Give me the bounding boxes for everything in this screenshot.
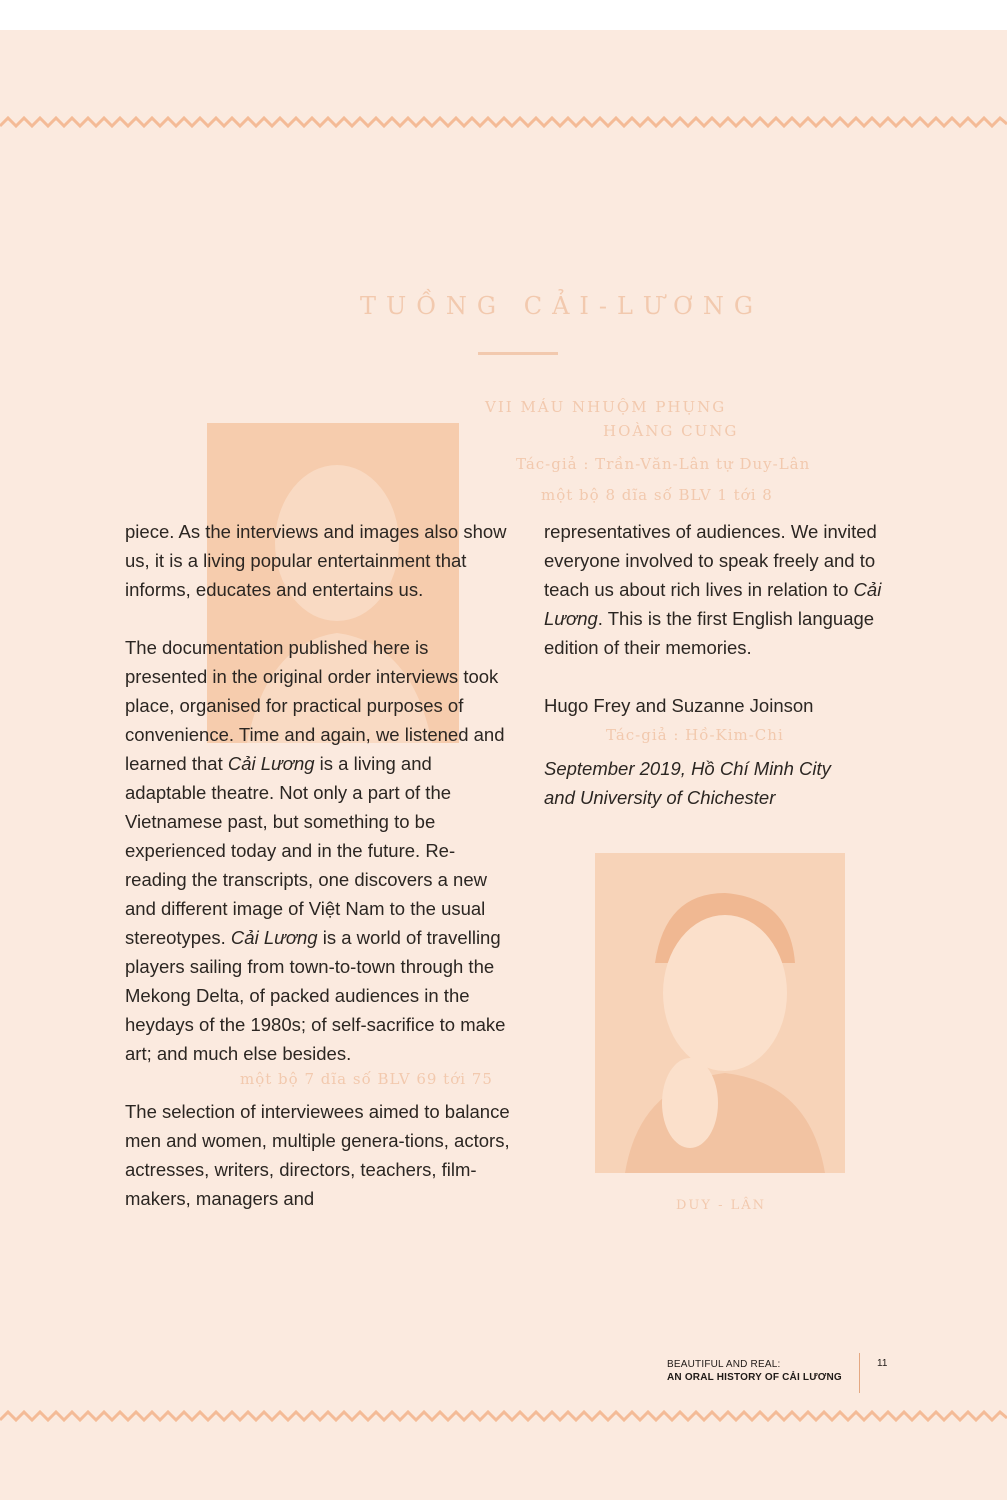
paragraph: piece. As the interviews and images also show us, it is a living popular entertainment that informs, educates and entertains us. — [125, 521, 507, 600]
program-line: DUY - LÂN — [676, 1198, 767, 1213]
authors: Hugo Frey and Suzanne Joinson — [544, 695, 814, 716]
paragraph: The selection of interviewees aimed to balance men and women, multiple genera-tions, actors, actresses, writers, directors, teachers, film-makers, managers and — [125, 1101, 510, 1209]
program-line: một bộ 7 dĩa số BLV 69 tới 75 — [240, 1070, 493, 1088]
program-heading-rule — [478, 352, 558, 355]
program-line: một bộ 8 dĩa số BLV 1 tới 8 — [541, 486, 773, 504]
page-number: 11 — [877, 1358, 888, 1369]
program-heading: TUỒNG CẢI-LƯƠNG — [360, 292, 764, 320]
program-line: Tác-giả : Trần-Văn-Lân tự Duy-Lân — [516, 455, 811, 473]
bottom-zigzag-border — [0, 1402, 1007, 1432]
dateline: September 2019, Hồ Chí Minh City and University of Chichester — [544, 758, 831, 808]
program-line: HOÀNG CUNG — [603, 422, 739, 440]
left-text-column — [125, 517, 510, 1242]
paragraph: representatives of audiences. We invited everyone involved to speak freely and to teach us about rich lives in relation to Cải Lương. This is the first English language edition of their memories. — [544, 521, 882, 658]
portrait-silhouette-icon — [595, 853, 845, 1173]
top-zigzag-border — [0, 108, 1007, 138]
footer-divider — [859, 1353, 860, 1393]
right-text-column — [544, 517, 914, 841]
program-line: Tác-giả : Hồ-Kim-Chi — [606, 726, 784, 744]
running-footer-title: BEAUTIFUL AND REAL: AN ORAL HISTORY OF CẢI LƯƠNG — [667, 1359, 842, 1383]
paragraph: The documentation published here is presented in the original order interviews took place, organised for practical purposes of convenience. Time and again, we listened and learned that Cải Lương is a living and adaptable theatre. Not only a part of the Vietnamese past, but something to be experienced today and in the future. Re-reading the transcripts, one discovers a new and different image of Việt Nam to the usual stereotypes. Cải Lương is a world of travelling players sailing from town-to-town through the Mekong Delta, of packed audiences in the heydays of the 1980s; of self-sacrifice to make art; and much else besides. — [125, 637, 506, 1064]
program-line: VII MÁU NHUỘM PHỤNG — [485, 398, 727, 416]
portrait-photo-right — [595, 853, 845, 1173]
